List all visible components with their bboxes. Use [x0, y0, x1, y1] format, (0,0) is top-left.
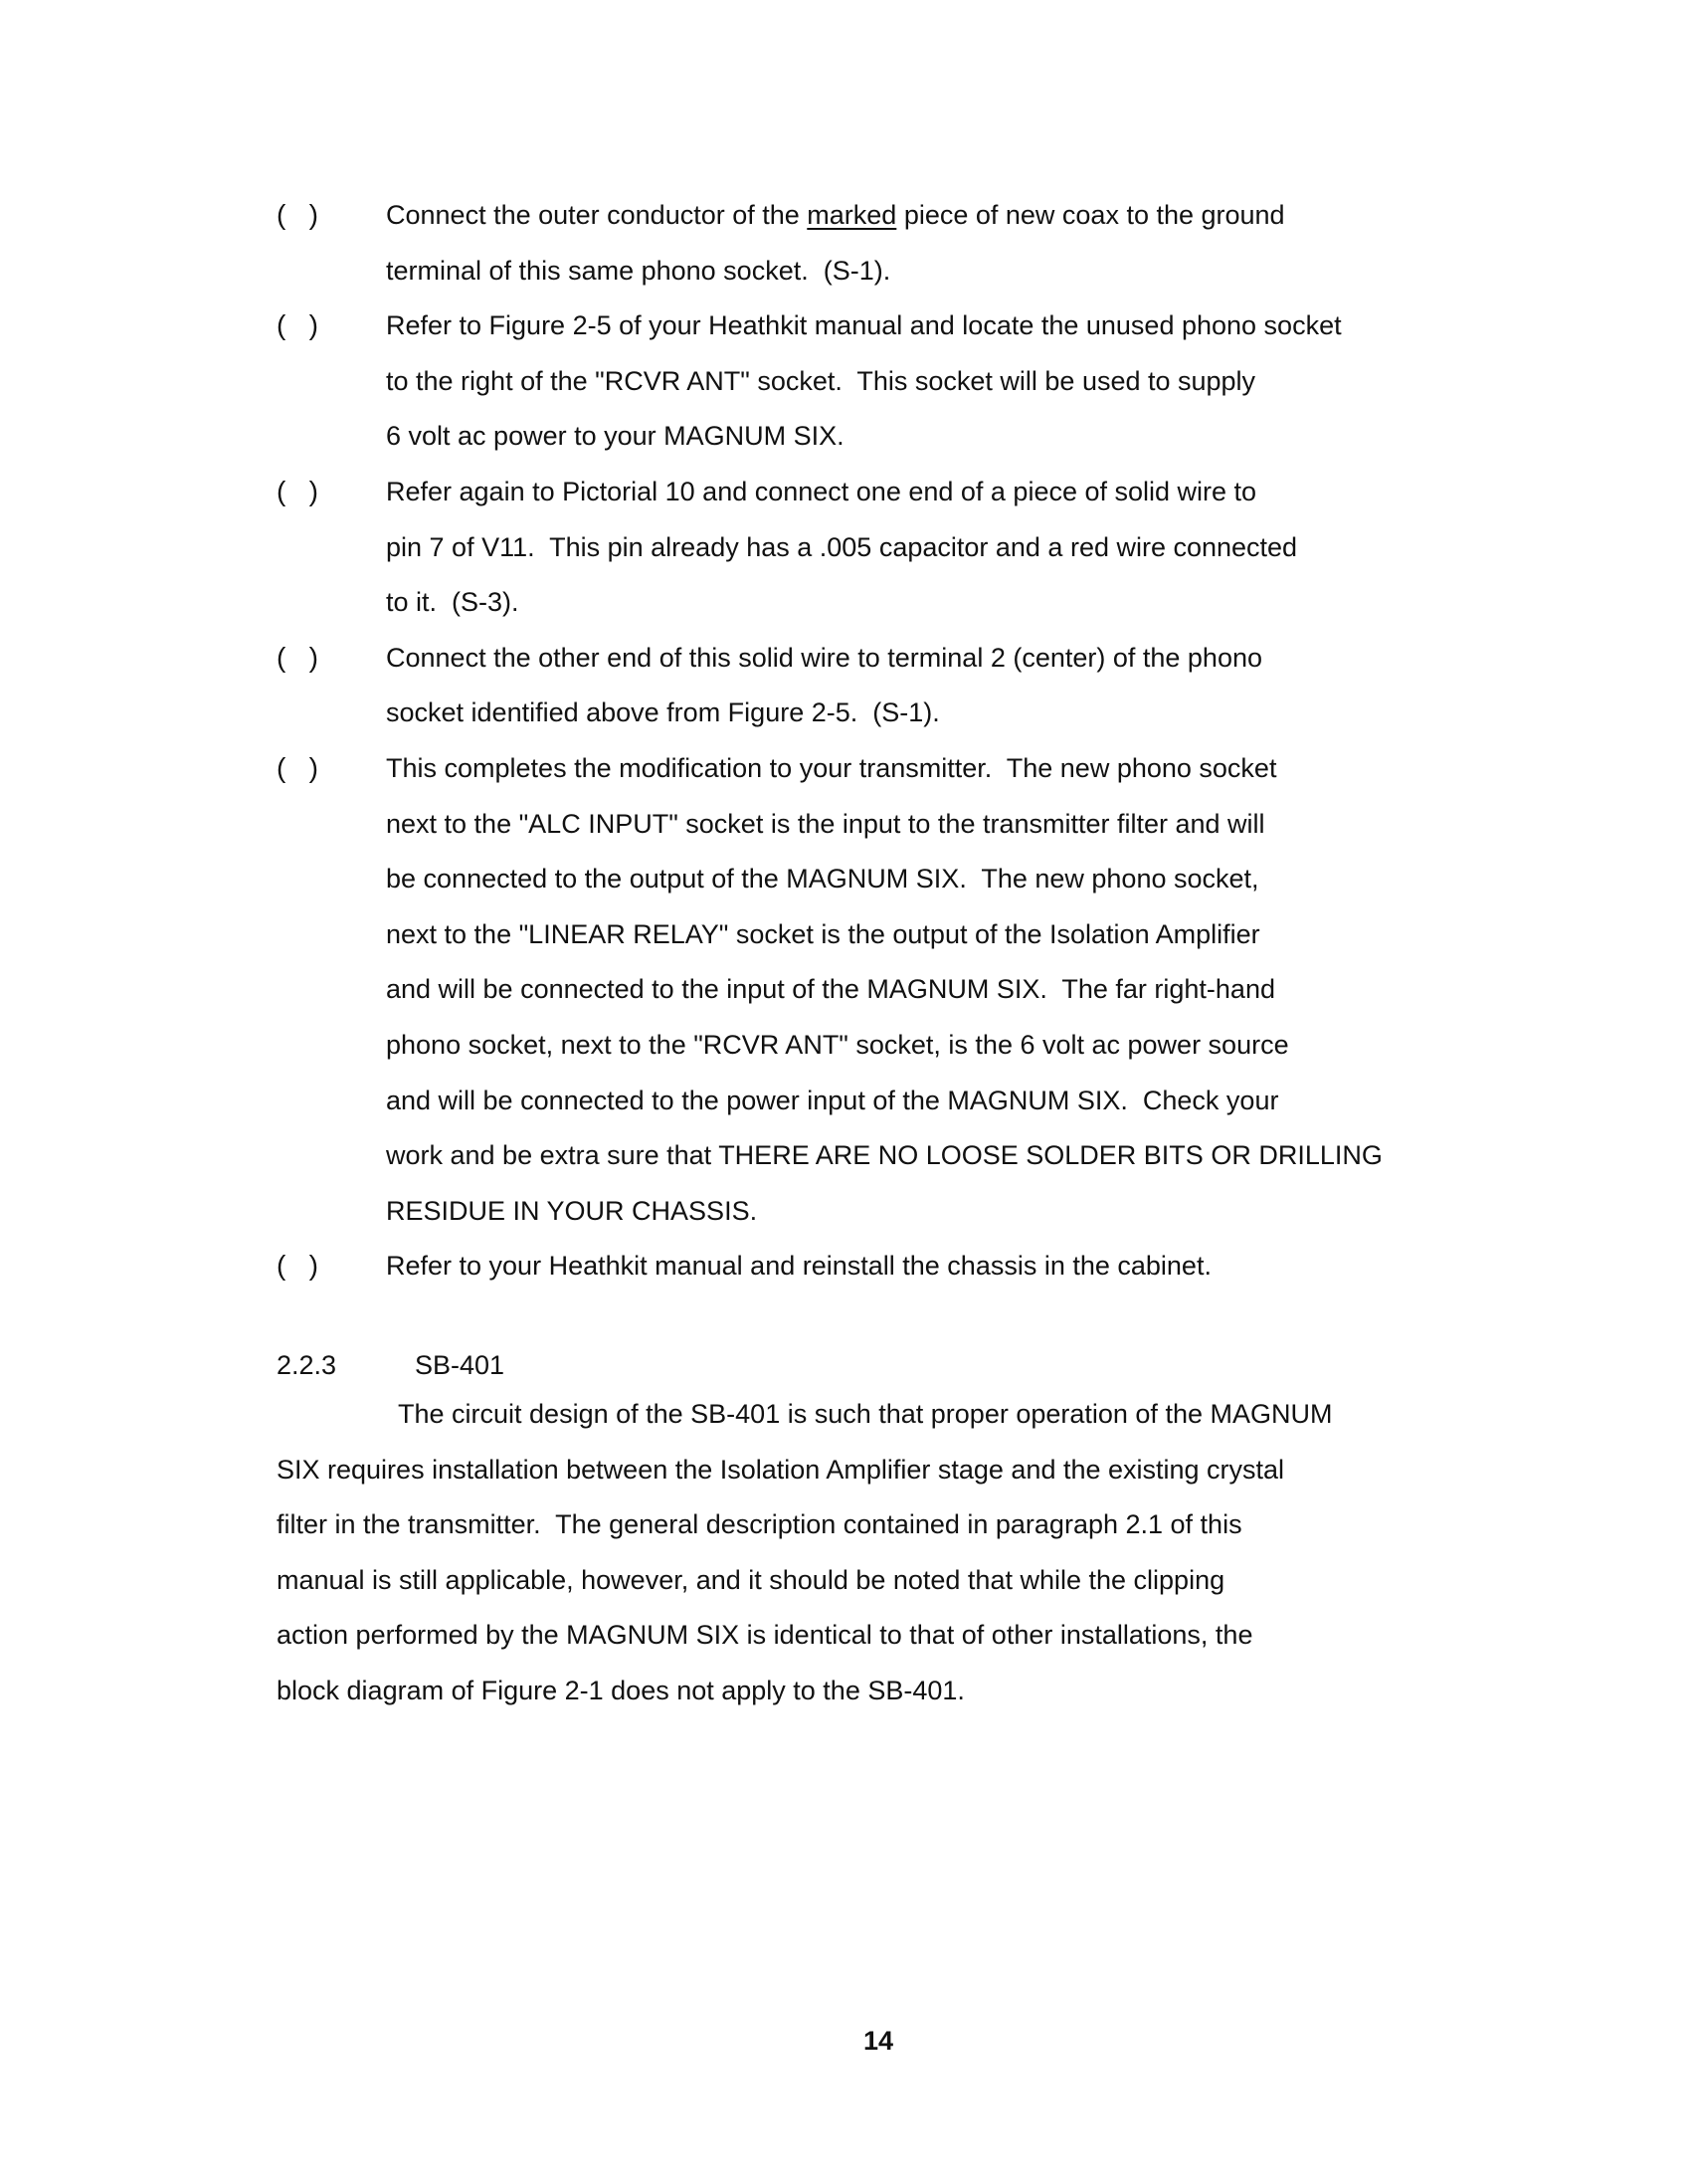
checklist-checkbox[interactable]: ( )	[277, 1250, 318, 1282]
checklist-item-line: work and be extra sure that THERE ARE NO LOOSE SOLDER BITS OR DRILLING	[386, 1140, 1383, 1171]
checklist-item-line: pin 7 of V11. This pin already has a .005 capacitor and a red wire connected	[386, 531, 1298, 562]
page-number: 14	[863, 2026, 894, 2056]
checklist-item-line	[386, 199, 1285, 231]
checklist-item-line: Refer to Figure 2-5 of your Heathkit manual and locate the unused phono socket	[386, 310, 1342, 341]
line-segment: Connect the outer conductor of the	[386, 200, 808, 230]
paragraph-line: The circuit design of the SB-401 is such that proper operation of the MAGNUM	[398, 1399, 1333, 1429]
checklist-checkbox[interactable]: ( )	[277, 476, 318, 506]
underlined-word: marked	[807, 200, 897, 230]
paragraph-line: filter in the transmitter. The general description contained in paragraph 2.1 of this	[277, 1509, 1242, 1540]
checklist-item-line: to the right of the "RCVR ANT" socket. This socket will be used to supply	[386, 365, 1256, 396]
paragraph-line: manual is still applicable, however, and it should be noted that while the clipping	[277, 1564, 1225, 1595]
checklist-checkbox[interactable]: ( )	[277, 309, 318, 341]
checklist-item-line: socket identified above from Figure 2-5. (S-1).	[386, 697, 940, 728]
checklist-checkbox[interactable]: ( )	[277, 199, 318, 230]
checklist-item-line: phono socket, next to the "RCVR ANT" socket, is the 6 volt ac power source	[386, 1030, 1289, 1060]
checklist-checkbox[interactable]: ( )	[277, 641, 318, 673]
checklist-checkbox[interactable]: ( )	[277, 752, 318, 783]
checklist-item-line: next to the "ALC INPUT" socket is the input to the transmitter filter and will	[386, 808, 1265, 839]
checklist-item-line: RESIDUE IN YOUR CHASSIS.	[386, 1195, 758, 1226]
section-title: SB-401	[415, 1350, 505, 1380]
checklist-item-line: 6 volt ac power to your MAGNUM SIX.	[386, 421, 845, 452]
checklist-item-line: Refer to your Heathkit manual and reinstall the chassis in the cabinet.	[386, 1251, 1212, 1282]
checklist-item-line: be connected to the output of the MAGNUM SIX. The new phono socket,	[386, 864, 1259, 894]
checklist-item-line: Refer again to Pictorial 10 and connect one end of a piece of solid wire to	[386, 477, 1257, 506]
checklist-item-line: next to the "LINEAR RELAY" socket is the output of the Isolation Amplifier	[386, 918, 1260, 949]
section-number: 2.2.3	[277, 1350, 337, 1380]
line-segment: piece of new coax to the ground	[896, 200, 1285, 230]
checklist-item-line: and will be connected to the power input of the MAGNUM SIX. Check your	[386, 1085, 1279, 1115]
paragraph-line: SIX requires installation between the Isolation Amplifier stage and the existing crystal	[277, 1454, 1285, 1485]
paragraph-line: action performed by the MAGNUM SIX is identical to that of other installations, the	[277, 1620, 1253, 1651]
checklist-item-line: Connect the other end of this solid wire to terminal 2 (center) of the phono	[386, 642, 1262, 673]
checklist-item-line: to it. (S-3).	[386, 587, 519, 618]
checklist-item-line: and will be connected to the input of the MAGNUM SIX. The far right-hand	[386, 974, 1275, 1005]
paragraph-line: block diagram of Figure 2-1 does not apply to the SB-401.	[277, 1676, 965, 1705]
checklist-item-line: terminal of this same phono socket. (S-1).	[386, 255, 891, 286]
checklist-item-line: This completes the modification to your transmitter. The new phono socket	[386, 753, 1277, 783]
